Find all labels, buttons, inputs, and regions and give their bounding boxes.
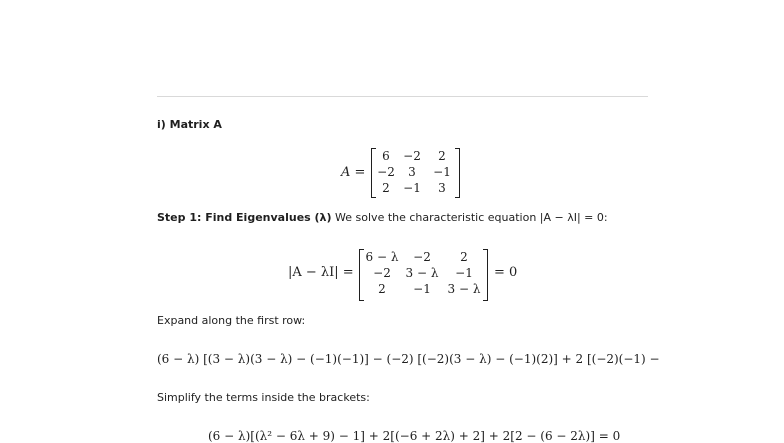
simplify-text: Simplify the terms inside the brackets: — [157, 391, 370, 404]
matrix-cell: 2 — [438, 149, 446, 163]
matrix-cell: −2 — [373, 266, 391, 280]
matrix-cell: −1 — [433, 165, 451, 179]
matrix-cell: 3 — [438, 181, 446, 195]
matrix-cell: −1 — [455, 266, 473, 280]
matrix-cell: 3 − λ — [447, 282, 481, 296]
matrix-cell: 6 − λ — [365, 250, 399, 264]
right-bracket — [483, 249, 488, 301]
matrix-cell: 2 — [382, 181, 390, 195]
matrix-cell: −2 — [413, 250, 431, 264]
simplified-formula: (6 − λ)[(λ² − 6λ + 9) − 1] + 2[(−6 + 2λ) + 2] + 2[2 − (6 − 2λ)] = 0 — [208, 429, 621, 443]
matrix-cell: 2 — [378, 282, 386, 296]
matrix-cell: 3 — [408, 165, 416, 179]
matrix-cell: 2 — [460, 250, 468, 264]
char-eq-rhs: = 0 — [494, 265, 518, 280]
step1-heading: Step 1: Find Eigenvalues (λ) — [157, 211, 332, 224]
right-bracket — [455, 148, 460, 198]
matrix-a — [375, 148, 457, 196]
matrix-cell: −2 — [403, 149, 421, 163]
matrix-cell: 6 — [382, 149, 390, 163]
matrix-cell: −1 — [413, 282, 431, 296]
char-matrix — [363, 249, 485, 297]
expand-text: Expand along the first row: — [157, 314, 306, 327]
char-eq-lhs: |A − λI| = — [288, 265, 354, 280]
matrix-cell: −1 — [403, 181, 421, 195]
horizontal-divider — [157, 96, 648, 97]
step1-text: We solve the characteristic equation |A − λI| = 0: — [335, 211, 608, 224]
matrix-a-lhs: A = — [341, 165, 366, 180]
expansion-formula: (6 − λ) [(3 − λ)(3 − λ) − (−1)(−1)] − (−2) [(−2)(3 − λ) − (−1)(2)] + 2 [(−2)(−1) − — [157, 352, 660, 366]
section-title: i) Matrix A — [157, 118, 222, 131]
step1-line — [157, 211, 608, 225]
matrix-cell: 3 − λ — [405, 266, 439, 280]
matrix-cell: −2 — [377, 165, 395, 179]
